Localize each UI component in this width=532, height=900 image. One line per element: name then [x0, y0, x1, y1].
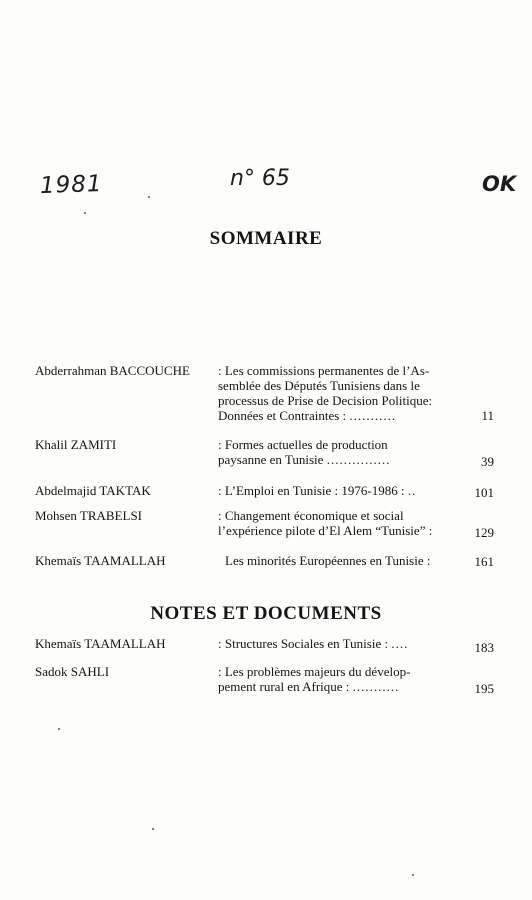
scan-speck [58, 728, 60, 730]
toc-title-line: : Formes actuelles de production [218, 437, 388, 452]
toc-title [218, 483, 456, 498]
toc-title-text: : Structures Sociales en Tunisie : [218, 636, 389, 651]
toc-title [218, 437, 456, 467]
scan-speck [412, 874, 414, 876]
toc-title-line: : Changement économique et social [218, 508, 404, 523]
handwritten-ok-mark: OK [482, 172, 517, 196]
toc-leader-dots: .... [391, 636, 409, 651]
toc-page-number: 195 [474, 681, 494, 696]
toc-leader-dots: ............... [326, 452, 391, 467]
toc-title-line [218, 408, 456, 423]
toc-author: Khemaïs TAAMALLAH [35, 553, 166, 568]
toc-title [218, 664, 456, 694]
toc-page-number: 161 [474, 554, 494, 569]
toc-author: Mohsen TRABELSI [35, 508, 143, 523]
toc-title-line [218, 679, 456, 694]
toc-author: Khalil ZAMITI [35, 437, 117, 452]
scan-speck [84, 212, 86, 214]
toc-author: Abderrahman BACCOUCHE [35, 363, 190, 378]
handwritten-issue-number: n° 65 [230, 166, 290, 191]
toc-page-number: 183 [474, 640, 494, 655]
toc-title [218, 636, 456, 651]
toc-author: Sadok SAHLI [35, 664, 110, 679]
scan-speck [148, 196, 150, 198]
toc-leader-dots: ........... [352, 679, 400, 694]
toc-title-text: paysanne en Tunisie [218, 452, 324, 467]
toc-page-number: 101 [474, 485, 494, 500]
toc-author: Khemaïs TAAMALLAH [35, 636, 166, 651]
toc-title-line: semblée des Députés Tunisiens dans le [218, 378, 420, 393]
toc-title-line: processus de Prise de Decision Politique: [218, 393, 433, 408]
toc-title-text: Données et Contraintes : [218, 408, 347, 423]
toc-author: Abdelmajid TAKTAK [35, 483, 151, 498]
toc-title-line: : Les problèmes majeurs du dévelop- [218, 664, 411, 679]
page-title: SOMMAIRE [209, 228, 323, 249]
section-heading-notes: NOTES ET DOCUMENTS [150, 603, 382, 624]
handwritten-year: 1981 [39, 170, 103, 200]
toc-title [218, 553, 456, 568]
toc-leader-dots: .. [407, 483, 417, 498]
toc-title-text: pement rural en Afrique : [218, 679, 350, 694]
toc-title [218, 508, 456, 538]
toc-page-number: 11 [481, 408, 494, 423]
toc-title-line: : Les commissions permanentes de l’As- [218, 363, 430, 378]
toc-title-line [218, 636, 456, 651]
toc-page-number: 129 [474, 525, 494, 540]
toc-title-text: : L’Emploi en Tunisie : 1976-1986 : [218, 483, 405, 498]
toc-title-line [218, 483, 456, 498]
toc-page-number: 39 [481, 454, 494, 469]
toc-title-line: Les minorités Européennes en Tunisie : [225, 553, 431, 568]
scan-speck [152, 828, 154, 830]
toc-leader-dots: ........... [349, 408, 397, 423]
toc-title-line [218, 452, 456, 467]
toc-title-line: l’expérience pilote d’El Alem “Tunisie” : [218, 523, 433, 538]
toc-title [218, 363, 456, 423]
